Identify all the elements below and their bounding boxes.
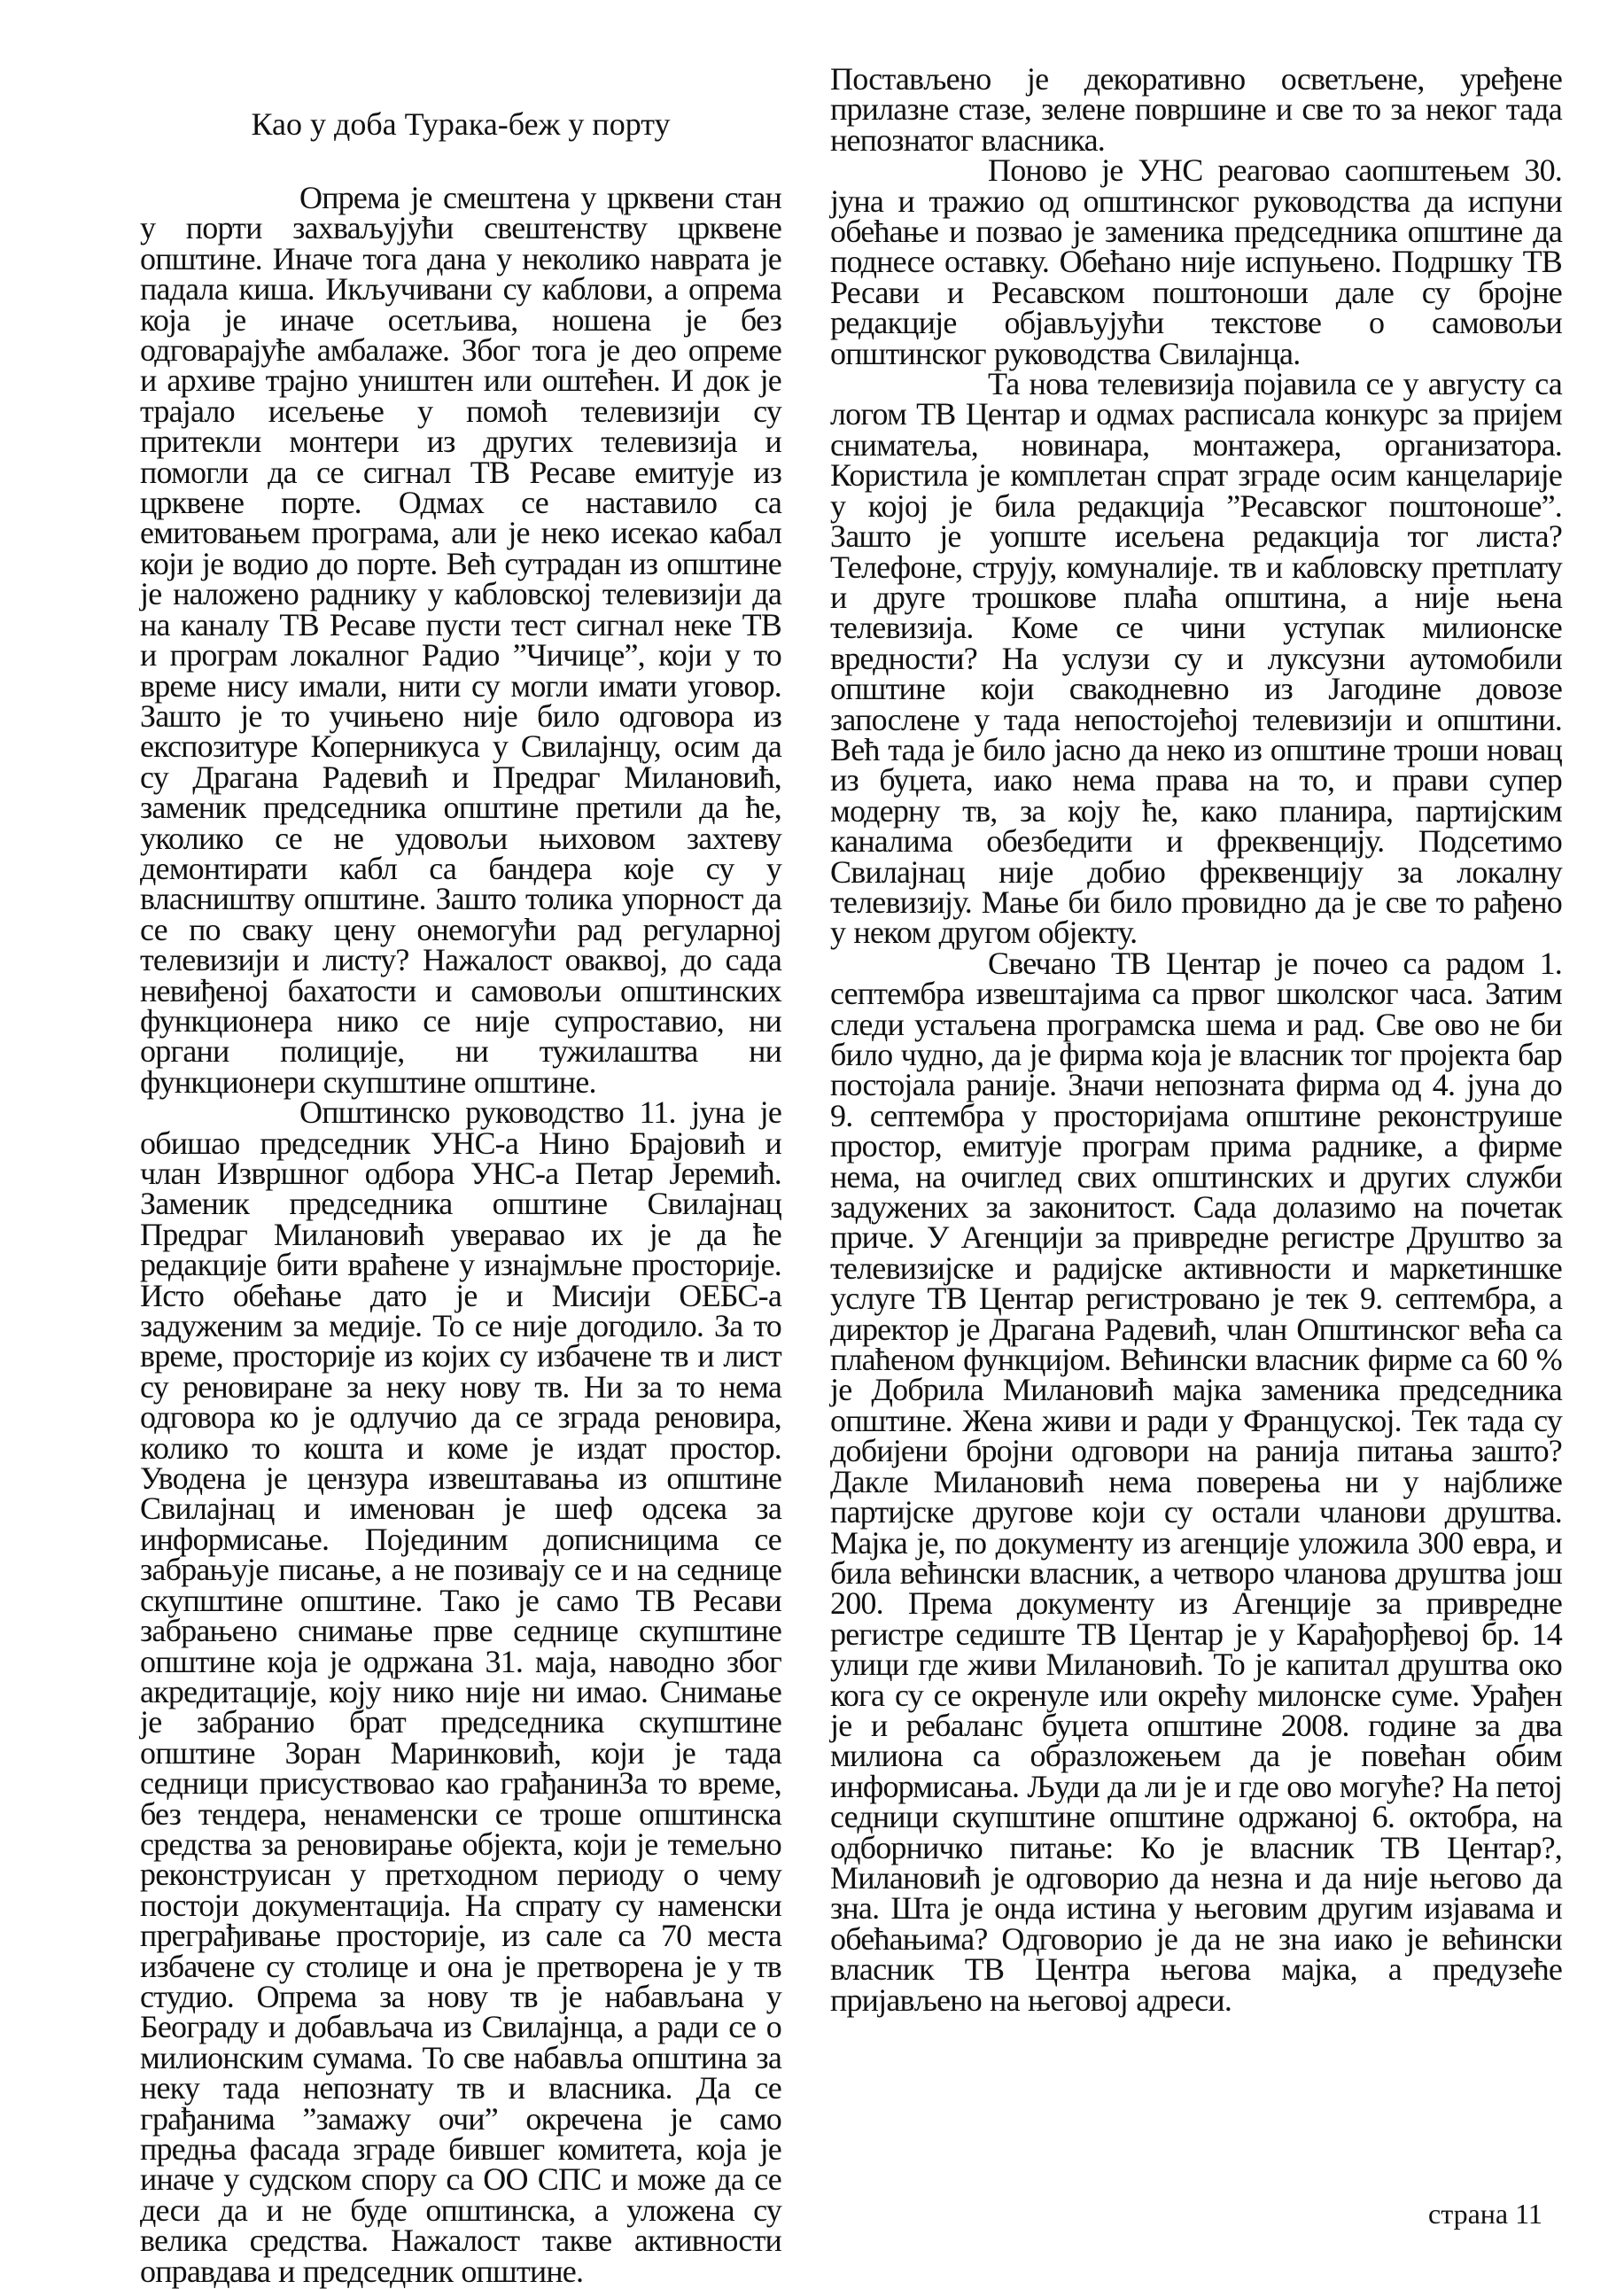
paragraph: Општинско руководство 11. јуна је обишао председник УНС-а Нино Брајовић и члан Извршног одбора УНС-а Петар Јеремић. Заменик председника општине Свилајнац Предраг Милановић уверавао их је да ће редакције бити враћене у изнајмљне просторије. Исто обећање дато је и Мисији ОЕБС-а задуженим за медије. То се није догодило. За то време, просторије из којих су избачене тв и лист су реновиране за неку нову тв. Ни за то нема одговора ко је одлучио да се зграда реновира, колико то кошта и коме је издат простор. Уводена је цензура извештавања из општине Свилајнац и именован је шеф одсека за информисање. Појединим дописницима се забрањује писање, а не позивају се и на седнице скупштине општине. Тако је само ТВ Ресави забрањено снимање прве седнице скупштине општине која је одржана 31. маја, наводно због акредитације, коју нико није ни имао. Снимање је забранио брат председника скупштине општине Зоран Маринковић, који је тада седници присуствовао као грађанинЗа то време, без тендера, ненаменски се троше општинска средства за реновирање објекта, који је темељно реконструисан у претходном периоду о чему постоји документација. На спрату су наменски преграђивање просторије, из сале са 70 места избачене су столице и она је претворена је у тв студио. Опрема за нову тв је набављана у Београду и добављача из Свилајнца, а ради се о милионским сумама. То све набавља општина за неку тада непознату тв и власника. Да се грађанима ”замажу очи” окречена је само предња фасада зграде бившег комитета, која је иначе у судском спору са ОО СПС и може да се деси да и не буде општинска, а уложена су велика средства. Нажалост такве активности оправдава и председник општине. <box>140 1094 781 2289</box>
page-number: страна 11 <box>1428 2198 1542 2230</box>
paragraph: Та нова телевизија појавила се у августу са логом ТВ Центар и одмах расписала конкурс за пријем сниматеља, новинара, монтажера, организатора. Користила је комплетан спрат зграде осим канцеларије у којој је била редакција ”Ресавског поштоноше”. Зашто је уопште исељена редакција тог листа? Телефоне, струју, комуналије. тв и кабловску претплату и друге трошкове плаћа општина, а није њена телевизија. Коме се чини уступак милионске вредности? На услузи су и луксузни аутомобили општине који свакодневно из Јагодине довозе запослене у тада непостојећој телевизији и општини. Већ тада је било јасно да неко из општине троши новац из буџета, иако нема права на то, и прави супер модерну тв, за коју ће, како планира, партијским каналима обезбедити и фреквенцију. Подсетимо Свилајнац није добио фреквенцију за локалну телевизију. Мање би било провидно да је све то рађено у неком другом објекту. <box>830 366 1562 951</box>
article-title: Као у доба Турака-беж у порту <box>251 106 671 142</box>
paragraph: Постављено је декоративно осветљене, уређене прилазне стазе, зелене површине и све то за неког тада непознатог власника. <box>830 61 1562 158</box>
left-column <box>140 180 781 2289</box>
right-column <box>830 61 1562 2018</box>
paragraph: Опрема је смештена у црквени стан у порти захваљујући свештенству црквене општине. Иначе тога дана у неколико наврата је падала киша. Икључивани су каблови, а опрема која је иначе осетљива, ношена је без одговарајуће амбалаже. Због тога је део опреме и архиве трајно уништен или оштећен. И док је трајало исељење у помоћ телевизији су притекли монтери из других телевизија и помогли да се сигнал ТВ Ресаве емитује из црквене порте. Одмах се наставило са емитовањем програма, али је неко исекао кабал који је водио до порте. Већ сутрадан из општине је наложено раднику у кабловској телевизији да на каналу ТВ Ресаве пусти тест сигнал неке ТВ и програм локалног Радио ”Чичице”, који у то време нису имали, нити су могли имати уговор. Зашто је то учињено није било одговора из експозитуре Коперникуса у Свилајнцу, осим да су Драгана Радевић и Предраг Милановић, заменик председника општине претили да ће, уколико се не удовољи њиховом захтеву демонтирати кабл са бандера које су у власништву општине. Зашто толика упорност да се по сваку цену онемогући рад регуларној телевизији и листу? Нажалост оваквој, до сада невиђеној бахатости и самовољи општинских функционера нико се није супроставио, ни органи полиције, ни тужилаштва ни функционери скупштине општине. <box>140 180 781 1100</box>
paragraph: Поново је УНС реаговао саопштењем 30. јуна и тражио од општинског руководства да испуни обећање и позвао је заменика председника општине да поднесе оставку. Обећано није испуњено. Подршку ТВ Ресави и Ресавском поштоноши дале су бројне редакције објављујући текстове о самовољи општинског руководства Свилајнца. <box>830 152 1562 371</box>
paragraph: Свечано ТВ Центар је почео са радом 1. септембра извештајима са првог школског часа. Затим следи устаљена програмска шема и рад. Све ово не би било чудно, да је фирма која је власник тог пројекта бар постојала раније. Значи непозната фирма од 4. јуна до 9. септембра у просторијама општине реконструише простор, емитује програм прима раднике, а фирме нема, на очиглед свих општинских и других служби задужених за законитост. Сада долазимо на почетак приче. У Агенцији за привредне регистре Друштво за телевизијске и радијске активности и маркетиншке услуге ТВ Центар регистровано је тек 9. септембра, а директор је Драгана Радевић, члан Општинског већа са плаћеном функцијом. Већински власник фирме са 60 % је Добрила Милановић мајка заменика председника општине. Жена живи и ради у Француској. Тек тада су добијени бројни одговори на ранија питања зашто? Дакле Милановић нема поверења ни у најближе партијске другове који су остали чланови друштва. Мајка је, по документу из агенције уложила 300 евра, и била већински власник, а четворо чланова друштва још 200. Према документу из Агенције за привредне регистре седиште ТВ Центар је у Карађорђевој бр. 14 улици где живи Милановић. То је капитал друштва око кога су се окренуле или окрећу милонске суме. Урађен је и ребаланс буџета општине 2008. године за два милиона са образложењем да је повећан обим информисања. Људи да ли је и где ово могуће? На петој седници скупштине општине одржаној 6. октобра, на одборничко питање: Ко је власник ТВ Центар?, Милановић је одговорио да незна и да није његово да зна. Шта је онда истина у његовим другим изјавама и обећањима? Одговорио је да не зна иако је већински власник ТВ Центра његова мајка, а предузеће пријављено на његовој адреси. <box>830 945 1562 2018</box>
